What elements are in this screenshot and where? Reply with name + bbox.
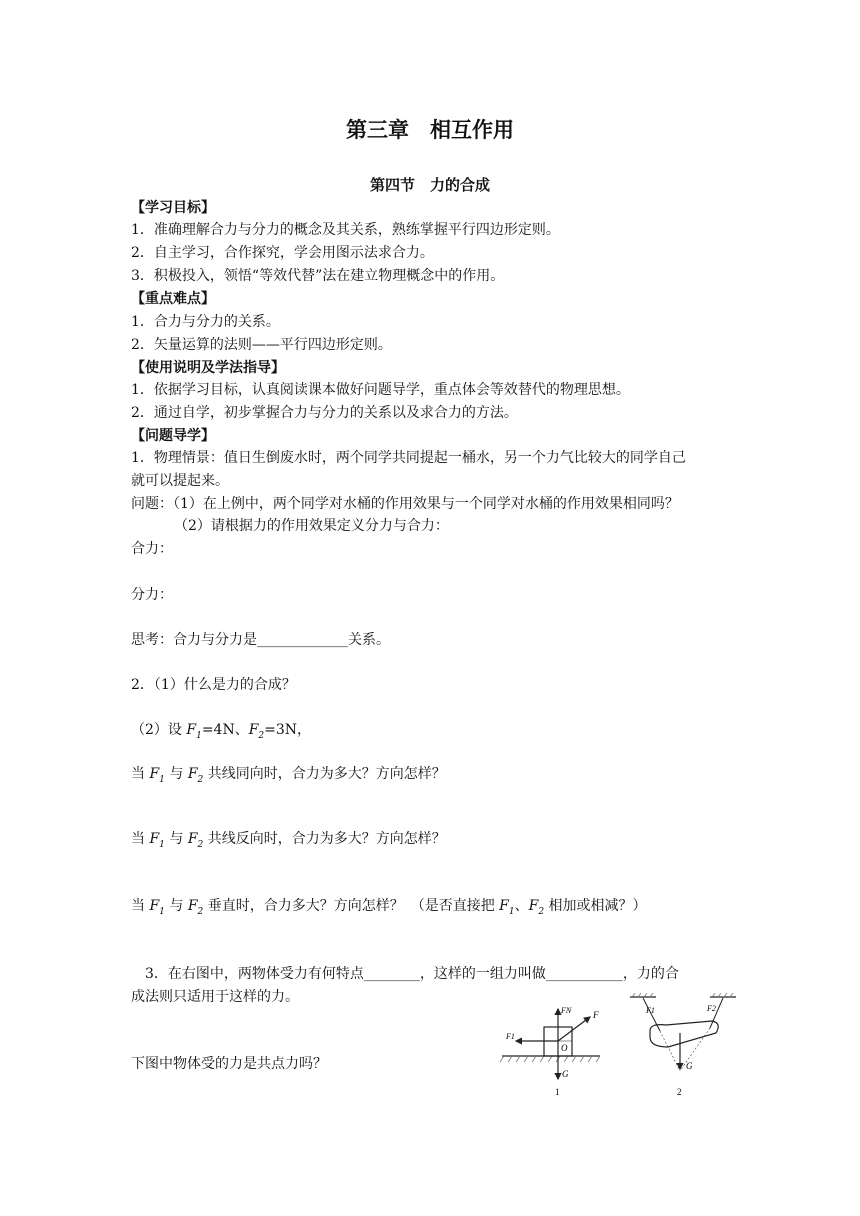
instructions-header: 【使用说明及学法指导】	[131, 360, 285, 376]
f-label: F	[593, 1010, 599, 1020]
g-label-2: G	[686, 1061, 693, 1071]
opposite-direction-question: 当 $F_1$ 与 $F_2$ 共线反向时，合力为多大？方向怎样？	[131, 831, 446, 850]
instruction-item: 1．依据学习目标，认真阅读课本做好问题导学，重点体会等效替代的物理思想。	[131, 382, 630, 398]
diagram-number-1: 1	[555, 1087, 560, 1097]
diagram-number-2: 2	[677, 1087, 682, 1097]
diagram-1-block-on-ground	[500, 1006, 600, 1097]
q3-line2: 成法则只适用于这样的力。	[131, 989, 299, 1005]
q2-question-2: （2）设 $F_1=4N$、$F_2=3N$，	[131, 722, 312, 741]
q1-question-2: （2）请根据力的作用效果定义分力与合力：	[174, 518, 449, 534]
g-label: G	[562, 1069, 569, 1079]
f2-label-2: F2	[707, 1004, 716, 1013]
f1-label: F1	[506, 1032, 515, 1041]
q3-line1: 3．在右图中，两物体受力有何特点________，这样的一组力叫做___________，力的合	[145, 966, 679, 982]
q1-question-1: 问题：（1）在上例中，两个同学对水桶的作用效果与一个同学对水桶的作用效果相同吗？	[131, 496, 679, 512]
q1-scenario-line1: 1．物理情景：值日生倒废水时，两个同学共同提起一桶水，另一个力气比较大的同学自己	[131, 450, 686, 466]
goals-header: 【学习目标】	[131, 200, 215, 216]
q2-question-1: 2．（1）什么是力的合成？	[131, 677, 296, 693]
goal-item: 2．自主学习，合作探究，学会用图示法求合力。	[131, 245, 434, 261]
o-label: O	[561, 1043, 568, 1053]
force-diagram	[500, 993, 740, 1100]
same-direction-question: 当 $F_1$ 与 $F_2$ 共线同向时，合力为多大？方向怎样？	[131, 766, 446, 785]
section-title: 第四节 力的合成	[369, 176, 490, 194]
q3-ask: 下图中物体受的力是共点力吗？	[131, 1056, 327, 1072]
f1-label-2: F1	[646, 1006, 655, 1015]
key-point-item: 2．矢量运算的法则——平行四边形定则。	[131, 337, 392, 353]
guide-header: 【问题导学】	[131, 428, 215, 444]
goal-item: 3．积极投入，领悟“等效代替”法在建立物理概念中的作用。	[131, 268, 505, 284]
fn-label: FN	[561, 1006, 572, 1015]
diagram-2-hanging-bar	[630, 993, 736, 1097]
key-points-header: 【重点难点】	[131, 291, 215, 307]
key-point-item: 1．合力与分力的关系。	[131, 314, 280, 330]
resultant-force-label: 合力：	[131, 541, 173, 557]
q1-scenario-line2: 就可以提起来。	[131, 473, 229, 489]
think-question: 思考：合力与分力是_____________关系。	[131, 632, 390, 648]
instruction-item: 2．通过自学，初步掌握合力与分力的关系以及求合力的方法。	[131, 405, 518, 421]
perpendicular-question: 当 $F_1$ 与 $F_2$ 垂直时，合力多大？方向怎样？ （是否直接把 $F_1$、$F_2$ 相加或相减？）	[131, 898, 647, 917]
goal-item: 1．准确理解合力与分力的概念及其关系，熟练掌握平行四边形定则。	[131, 222, 560, 238]
chapter-title: 第三章 相互作用	[346, 118, 514, 142]
component-force-label: 分力：	[131, 587, 173, 603]
